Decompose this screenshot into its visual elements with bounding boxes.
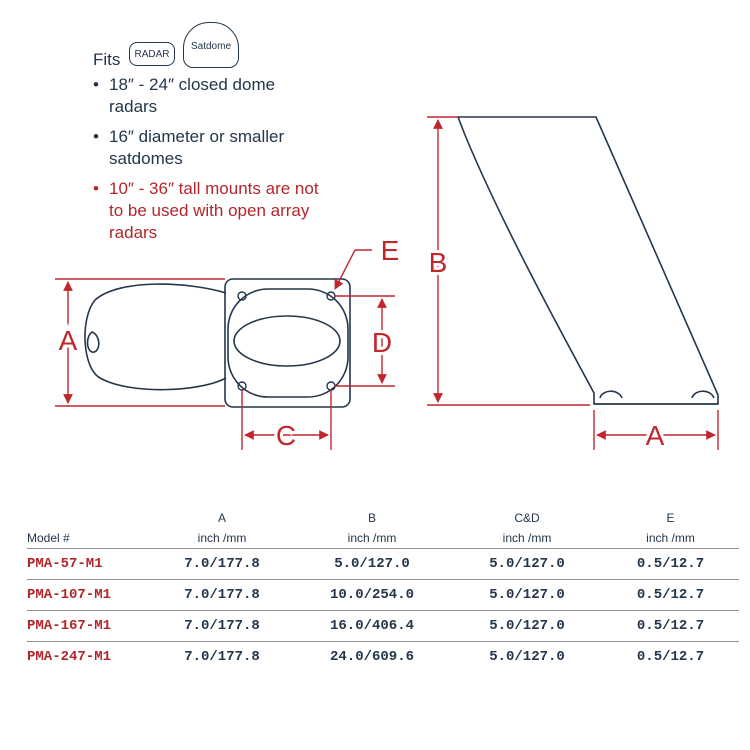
model-cell: PMA-247-M1	[27, 642, 152, 673]
label-b-side: B	[428, 247, 448, 278]
spec-table	[27, 510, 739, 672]
col-e-header: E inch /mm	[602, 510, 739, 549]
b-cell: 10.0/254.0	[292, 580, 452, 611]
fits-label: Fits	[93, 50, 121, 69]
fits-item-warning: • 10″ - 36″ tall mounts are not to be used with open array radars	[93, 178, 323, 244]
label-d: D	[371, 327, 393, 358]
cd-cell: 5.0/127.0	[452, 580, 602, 611]
a-cell: 7.0/177.8	[152, 611, 292, 642]
col-b-header: B inch /mm	[292, 510, 452, 549]
col-a-header: A inch /mm	[152, 510, 292, 549]
label-c: C	[275, 420, 297, 451]
model-cell: PMA-57-M1	[27, 549, 152, 580]
model-cell: PMA-167-M1	[27, 611, 152, 642]
cd-cell: 5.0/127.0	[452, 642, 602, 673]
cd-cell: 5.0/127.0	[452, 611, 602, 642]
col-model-header: Model #	[27, 510, 152, 549]
table-header-row	[27, 510, 739, 549]
label-a-top: A	[58, 325, 78, 356]
col-cd-header: C&D inch /mm	[452, 510, 602, 549]
e-cell: 0.5/12.7	[602, 549, 739, 580]
e-cell: 0.5/12.7	[602, 580, 739, 611]
mount-holes	[238, 292, 335, 390]
fits-item-radar: • 18″ - 24″ closed dome radars	[93, 74, 323, 118]
b-cell: 5.0/127.0	[292, 549, 452, 580]
cd-cell: 5.0/127.0	[452, 549, 602, 580]
satdome-badge: Satdome	[183, 22, 239, 68]
model-cell: PMA-107-M1	[27, 580, 152, 611]
dimension-e	[335, 250, 372, 289]
table-row	[27, 580, 739, 611]
a-cell: 7.0/177.8	[152, 580, 292, 611]
radar-badge: RADAR	[129, 42, 175, 66]
label-e: E	[380, 235, 400, 266]
table-row	[27, 611, 739, 642]
b-cell: 24.0/609.6	[292, 642, 452, 673]
side-view-mount	[458, 117, 718, 404]
e-cell: 0.5/12.7	[602, 611, 739, 642]
dimension-b	[427, 117, 590, 405]
table-row	[27, 549, 739, 580]
base-plate	[85, 279, 350, 407]
b-cell: 16.0/406.4	[292, 611, 452, 642]
label-a-side: A	[645, 420, 665, 451]
a-cell: 7.0/177.8	[152, 549, 292, 580]
fits-item-satdome: • 16″ diameter or smaller satdomes	[93, 126, 323, 170]
e-cell: 0.5/12.7	[602, 642, 739, 673]
a-cell: 7.0/177.8	[152, 642, 292, 673]
table-row	[27, 642, 739, 673]
